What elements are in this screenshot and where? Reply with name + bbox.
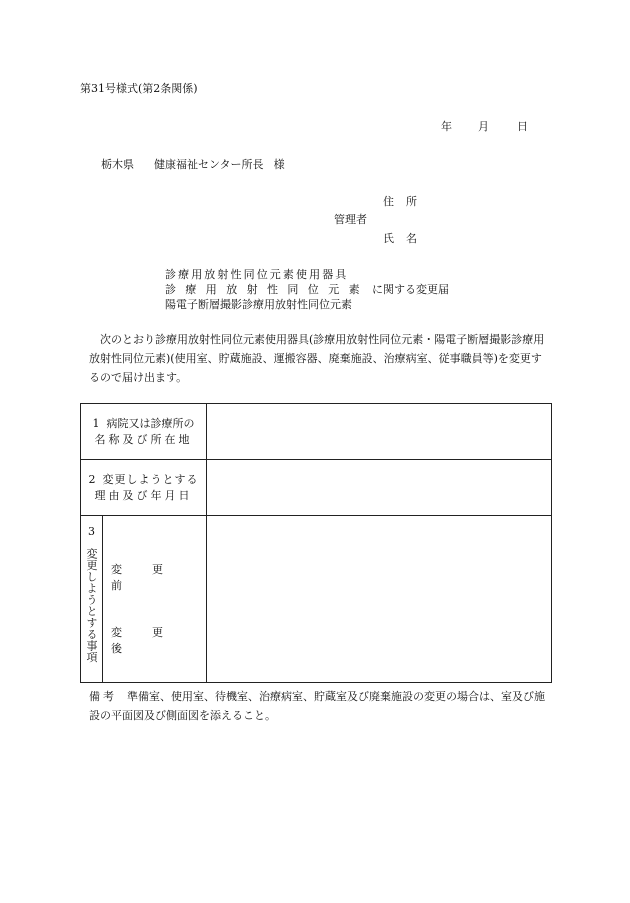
date-day: 日: [517, 120, 528, 133]
row1-label-a: 病院又は診療所の: [106, 416, 195, 430]
after-change-label: 変更後: [111, 626, 193, 655]
date-month: 月: [478, 120, 489, 133]
address-label: 住所: [383, 195, 429, 208]
title-line-1: 診療用放射性同位元素使用器具: [165, 268, 349, 281]
row2-label-b: 理由及び年月日: [94, 488, 193, 502]
row1-label-b: 名称及び所在地: [94, 432, 193, 446]
remarks-label: 備考: [89, 690, 117, 703]
remarks-text: 準備室、使用室、待機室、治療病室、貯蔵室及び廃棄施設の変更の場合は、室及び施設の平面図及び側面図を添えること。: [89, 690, 545, 722]
remarks: [89, 687, 551, 725]
table-row: [81, 460, 552, 516]
row2-label-cell: [81, 460, 207, 516]
row2-num: 2: [88, 472, 96, 486]
date-line: [441, 121, 528, 132]
row3-value-cell[interactable]: [207, 516, 552, 683]
form-number: 第31号様式(第2条関係): [80, 82, 198, 95]
addressee-office: 健康福祉センター所長: [154, 158, 264, 171]
change-table: [80, 403, 552, 683]
document-title: [165, 267, 449, 312]
row1-num: 1: [92, 416, 100, 430]
manager-label: 管理者: [334, 213, 367, 226]
name-label: 氏名: [383, 232, 429, 245]
row3-num-cell: [81, 516, 103, 683]
row3-sub-cell: [103, 516, 207, 683]
addressee-honorific: 様: [273, 158, 285, 171]
row2-label-a: 変更しようとする: [102, 472, 199, 486]
row3-num: 3: [88, 525, 95, 538]
row2-value-cell[interactable]: [207, 460, 552, 516]
body-text: 次のとおり診療用放射性同位元素使用器具(診療用放射性同位元素・陽電子断層撮影診療用放射性同位元素)(使用室、貯蔵施設、運搬容器、廃棄施設、治療病室、従事職員等)を変更するので届け出ます。: [89, 333, 545, 384]
addressee: [101, 159, 285, 170]
row1-label-cell: [81, 404, 207, 460]
title-line-2: 診療用放射性同位元素: [165, 283, 369, 296]
date-year: 年: [441, 120, 452, 133]
addressee-prefecture: 栃木県: [101, 158, 134, 171]
table-row: [81, 516, 552, 683]
title-line-3: 陽電子断層撮影診療用放射性同位元素: [165, 298, 352, 311]
row1-value-cell[interactable]: [207, 404, 552, 460]
table-row: [81, 404, 552, 460]
before-change-label: 変更前: [111, 563, 193, 592]
title-line-2-suffix: に関する変更届: [372, 283, 449, 296]
row3-vertical-label: 変更しようとする事項: [85, 548, 98, 663]
